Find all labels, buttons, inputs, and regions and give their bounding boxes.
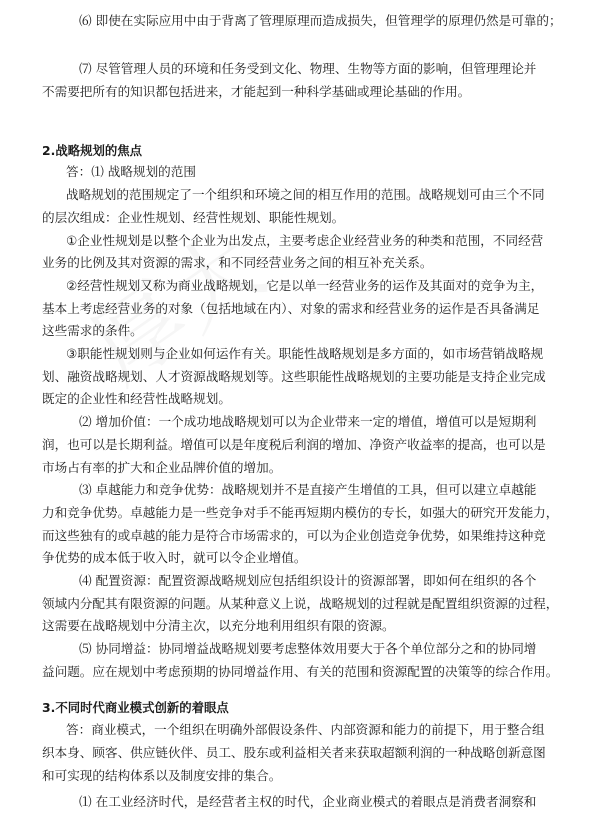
text-line: 基本上考虑经营业务的对象（包括地域在内）、对象的需求和经营业务的运作是否具备满足 bbox=[42, 301, 540, 316]
text-line: 战略规划的范围规定了一个组织和环境之间的相互作用的范围。战略规划可由三个不同 bbox=[66, 187, 545, 202]
text-line: 润，也可以是长期利益。增值可以是年度税后利润的增加、净资产收益率的提高，也可以是 bbox=[42, 437, 546, 452]
text-line: ⑶ 卓越能力和竞争优势：战略规划并不是直接产生增值的工具，但可以建立卓越能 bbox=[79, 482, 537, 497]
text-line: 市场占有率的扩大和企业品牌价值的增加。 bbox=[42, 460, 282, 475]
text-line: 既定的企业性和经营性战略规划。 bbox=[42, 391, 231, 406]
text-line: 答：商业模式，一个组织在明确外部假设条件、内部资源和能力的前提下，用于整合组 bbox=[66, 722, 545, 737]
text-line: ⑺ 尽管管理人员的环境和任务受到文化、物理、生物等方面的影响，但管理理论并 bbox=[79, 61, 537, 76]
text-line: 不需要把所有的知识都包括进来，才能起到一种科学基础或理论基础的作用。 bbox=[42, 84, 471, 99]
text-line: ②经营性规划又称为商业战略规划，它是以单一经营业务的运作及其面对的竞争为主， bbox=[66, 278, 544, 293]
text-line: ⑷ 配置资源：配置资源战略规划应包括组织设计的资源部署，即如何在组织的各个 bbox=[79, 573, 537, 588]
text-line: 织本身、顾客、供应链伙伴、员工、股东或利益相关者来获取超额利润的一种战略创新意图 bbox=[42, 745, 546, 760]
text-line: ①企业性规划是以整个企业为出发点，主要考虑企业经营业务的种类和范围，不同经营 bbox=[66, 233, 544, 248]
text-line: 力和竞争优势。卓越能力是一些竞争对手不能再短期内模仿的专长，如强大的研究开发能力， bbox=[42, 505, 559, 520]
text-line: ⑵ 增加价值：一个成功地战略规划可以为企业带来一定的增值，增值可以是短期利 bbox=[79, 414, 537, 429]
text-line: 的层次组成：企业性规划、经营性规划、职能性规划。 bbox=[42, 210, 345, 225]
text-line: 益问题。应在规划中考虑预期的协同增益作用、有关的范围和资源配置的决策等的综合作用。 bbox=[42, 664, 559, 679]
text-line: ③职能性规划则与企业如何运作有关。职能性战略规划是多方面的，如市场营销战略规 bbox=[66, 346, 544, 361]
text-line: 业务的比例及其对资源的需求，和不同经营业务之间的相互补充关系。 bbox=[42, 255, 433, 270]
text-line: ⑴ 在工业经济时代，是经营者主权的时代，企业商业模式的着眼点是消费者洞察和 bbox=[79, 794, 537, 809]
text-line: 领域内分配其有限资源的问题。从某种意义上说，战略规划的过程就是配置组织资源的过程， bbox=[42, 596, 559, 611]
text-line: ⑹ 即使在实际应用中由于背离了管理原理而造成损失，但管理学的原理仍然是可靠的； bbox=[79, 13, 562, 28]
text-line: 争优势的成本低于收入时，就可以令企业增值。 bbox=[42, 550, 307, 565]
text-line: 而这些独有的或卓越的能力是符合市场需求的，可以为企业创造竞争优势，如果维持这种竞 bbox=[42, 528, 546, 543]
text-line: 答：⑴ 战略规划的范围 bbox=[66, 164, 196, 179]
text-line: 和可实现的结构体系以及制度安排的集合。 bbox=[42, 768, 282, 783]
section-heading: 3.不同时代商业模式创新的着眼点 bbox=[42, 700, 229, 715]
text-line: 这些需求的条件。 bbox=[42, 323, 143, 338]
text-line: ⑸ 协同增益：协同增益战略规划要考虑整体效用要大于各个单位部分之和的协同增 bbox=[79, 641, 537, 656]
text-line: 划、融资战略规划、人才资源战略规划等。这些职能性战略规划的主要功能是支持企业完成 bbox=[42, 369, 546, 384]
text-line: 这需要在战略规划中分清主次，以充分地利用组织有限的资源。 bbox=[42, 618, 395, 633]
section-heading: 2.战略规划的焦点 bbox=[42, 143, 143, 158]
